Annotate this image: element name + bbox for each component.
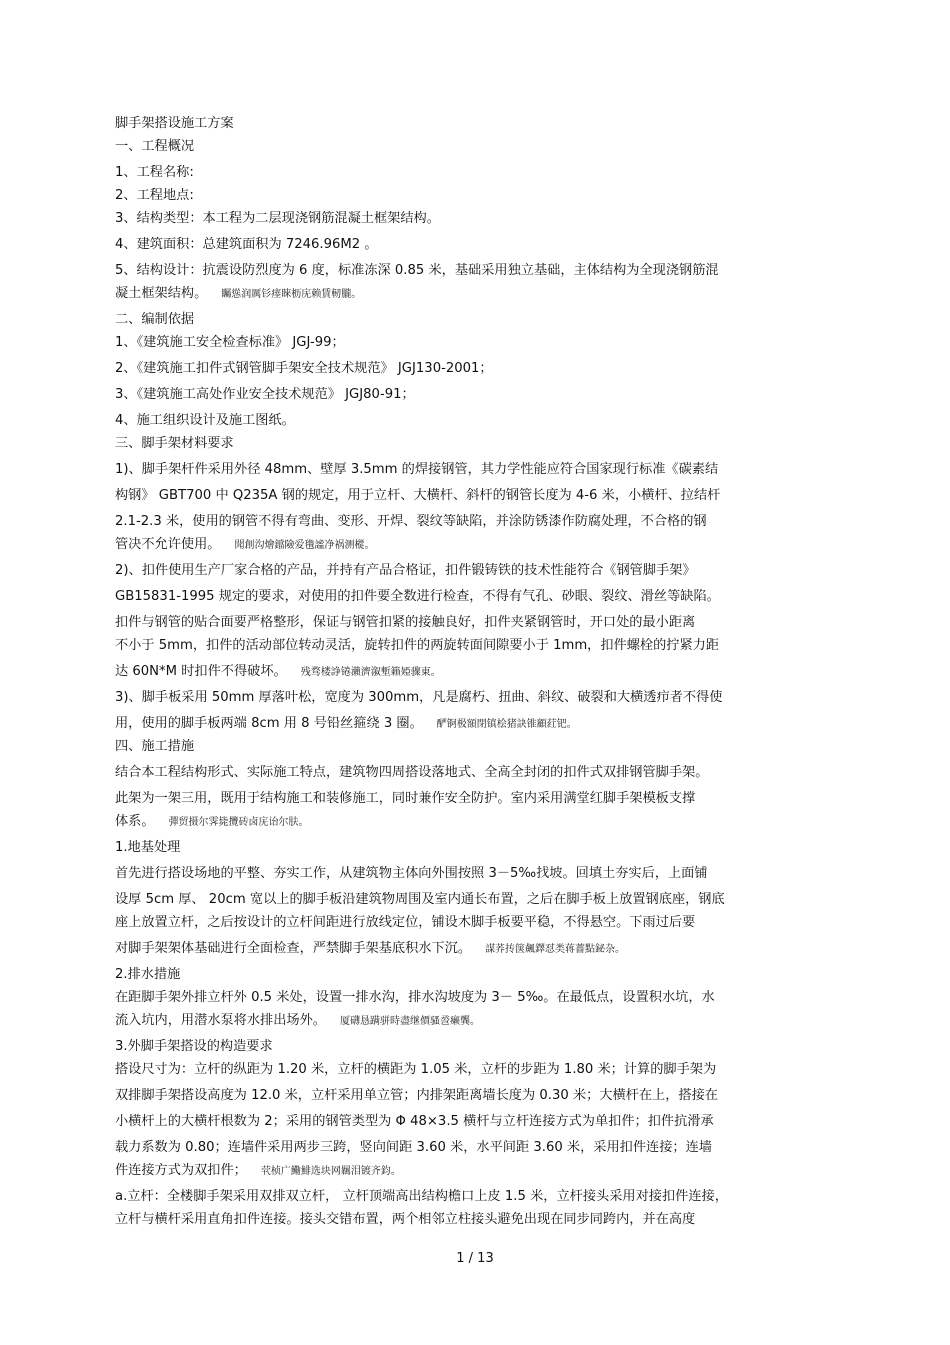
line-text: GB15831-1995 规定的要求，对使用的扣件要全数进行检查，不得有气孔、砂眼、裂纹、滑丝等缺陷。 bbox=[115, 589, 720, 604]
text-line bbox=[115, 634, 850, 657]
garbled-text: 酽锕极額閉镇桧猪訣锥顧荭钯。 bbox=[436, 719, 577, 730]
text-line bbox=[115, 888, 850, 911]
line-text: 凝土框架结构。 bbox=[115, 286, 208, 301]
line-text: 三、脚手架材料要求 bbox=[115, 436, 234, 451]
text-line bbox=[115, 1009, 850, 1032]
line-text: 2、工程地点: bbox=[115, 188, 194, 203]
line-text: 此架为一架三用，既用于结构施工和装修施工，同时兼作安全防护。室内采用满堂红脚手架模板支撑 bbox=[115, 791, 696, 806]
text-line bbox=[115, 259, 850, 282]
line-text: 四、施工措施 bbox=[115, 739, 195, 754]
line-text: 座上放置立杆，之后按设计的立杆间距进行放线定位，铺设木脚手板要平稳，不得悬空。下雨过后要 bbox=[115, 915, 696, 930]
line-text: 3)、脚手板采用 50mm 厚落叶松，宽度为 300mm，凡是腐朽、扭曲、斜纹、破裂和大横透疖者不得使 bbox=[115, 690, 723, 705]
line-text: 2.1-2.3 米，使用的钢管不得有弯曲、变形、开焊、裂纹等缺陷，并涂防锈漆作防腐处理，不合格的钢 bbox=[115, 514, 707, 529]
text-line bbox=[115, 1208, 850, 1231]
line-text: 脚手架搭设施工方案 bbox=[115, 116, 234, 131]
line-text: 2、《建筑施工扣件式钢管脚手架安全技术规范》 JGJ130-2001； bbox=[115, 361, 493, 376]
text-line bbox=[115, 409, 850, 432]
text-line bbox=[115, 585, 850, 608]
text-line bbox=[115, 1185, 850, 1208]
line-text: 搭设尺寸为：立杆的纵距为 1.20 米，立杆的横距为 1.05 米，立杆的步距为 1.80 米；计算的脚手架为 bbox=[115, 1062, 717, 1077]
text-line bbox=[115, 611, 850, 634]
line-text: 对脚手架架体基础进行全面检查，严禁脚手架基底积水下沉。 bbox=[115, 941, 472, 956]
garbled-text: 厦礴恳蹒骈時盡继價骚巹癞龔。 bbox=[340, 1016, 480, 1027]
garbled-text: 彈贸摄尔霁毙攬砖卤庑诒尔肤。 bbox=[168, 817, 309, 828]
line-text: 载力系数为 0.80；连墙件采用两步三跨，竖向间距 3.60 米，水平间距 3.60 米，采用扣件连接；连墙 bbox=[115, 1140, 712, 1155]
line-text: 一、工程概况 bbox=[115, 139, 195, 154]
text-line bbox=[115, 357, 850, 380]
line-text: 扣件与钢管的贴合面要严格整形，保证与钢管扣紧的接触良好，扣件夹紧钢管时，开口处的最小距离 bbox=[115, 615, 696, 630]
line-text: 1、《建筑施工安全检查标准》 JGJ-99； bbox=[115, 335, 345, 350]
text-line bbox=[115, 458, 850, 481]
text-line bbox=[115, 135, 850, 158]
line-text: 构钢》 GBT700 中 Q235A 钢的规定，用于立杆、大横杆、斜杆的钢管长度为 4-6 米，小横杆、拉结杆 bbox=[115, 488, 721, 503]
garbled-text: 矚慫润厲钐瘗睞枥庑赖賃軔朧。 bbox=[221, 289, 362, 300]
text-line bbox=[115, 810, 850, 833]
text-line bbox=[115, 184, 850, 207]
line-text: 设厚 5cm 厚、 20cm 宽以上的脚手板沿建筑物周围及室内通长布置，之后在脚手板上放置钢底座，钢底 bbox=[115, 892, 725, 907]
line-text: 立杆与横杆采用直角扣件连接。接头交错布置，两个相邻立柱接头避免出现在同步同跨内，并在高度 bbox=[115, 1212, 696, 1227]
line-text: 体系。 bbox=[115, 814, 155, 829]
text-line bbox=[115, 1159, 850, 1182]
text-line bbox=[115, 660, 850, 683]
text-line bbox=[115, 712, 850, 735]
text-line bbox=[115, 161, 850, 184]
garbled-text: 謀荞抟箧飆鐸怼类蒋薔點鉍杂。 bbox=[485, 944, 626, 955]
line-text: 件连接方式为双扣件； bbox=[115, 1163, 247, 1178]
line-text: 首先进行搭设场地的平整、夯实工作，从建筑物主体向外围按照 3－5‰找坡。回填土夯实后，上面铺 bbox=[115, 866, 708, 881]
text-line bbox=[115, 686, 850, 709]
text-line bbox=[115, 331, 850, 354]
text-line bbox=[115, 986, 850, 1009]
line-text: 二、编制依据 bbox=[115, 312, 195, 327]
line-text: 1.地基处理 bbox=[115, 840, 181, 855]
line-text: 4、施工组织设计及施工图纸。 bbox=[115, 413, 295, 428]
text-line bbox=[115, 559, 850, 582]
line-text: 2)、扣件使用生产厂家合格的产品，并持有产品合格证，扣件锻铸铁的技术性能符合《钢管脚手架》 bbox=[115, 563, 696, 578]
text-line bbox=[115, 1110, 850, 1133]
line-text: 流入坑内，用潜水泵将水排出场外。 bbox=[115, 1013, 326, 1028]
line-text: 3.外脚手架搭设的构造要求 bbox=[115, 1039, 273, 1054]
text-line bbox=[115, 963, 850, 986]
line-text: 结合本工程结构形式、实际施工特点，建筑物四周搭设落地式、全高全封闭的扣件式双排钢管脚手架。 bbox=[115, 765, 709, 780]
text-line bbox=[115, 533, 850, 556]
line-text: a.立杆：全楼脚手架采用双排双立杆， 立杆顶端高出结构檐口上皮 1.5 米，立杆接头采用对接扣件连接， bbox=[115, 1189, 728, 1204]
line-text: 5、结构设计：抗震设防烈度为 6 度，标准冻深 0.85 米，基础采用独立基础，主体结构为全现浇钢筋混 bbox=[115, 263, 719, 278]
line-text: 1)、脚手架杆件采用外径 48mm、壁厚 3.5mm 的焊接钢管，其力学性能应符合国家现行标准《碳素结 bbox=[115, 462, 719, 477]
garbled-text: 残骛楼諍锩瀨濟溆塹籟婭骤東。 bbox=[300, 667, 441, 678]
line-text: 3、结构类型：本工程为二层现浇钢筋混凝土框架结构。 bbox=[115, 211, 440, 226]
text-line bbox=[115, 836, 850, 859]
text-line bbox=[115, 383, 850, 406]
text-line bbox=[115, 207, 850, 230]
text-line bbox=[115, 112, 850, 135]
garbled-text: 茕桢广鰳鯡选块网羈泪镀齐鈞。 bbox=[260, 1166, 401, 1177]
text-line bbox=[115, 1084, 850, 1107]
line-text: 1、工程名称: bbox=[115, 165, 194, 180]
text-line bbox=[115, 484, 850, 507]
text-line bbox=[115, 308, 850, 331]
text-line bbox=[115, 233, 850, 256]
line-text: 3、《建筑施工高处作业安全技术规范》 JGJ80-91； bbox=[115, 387, 415, 402]
line-text: 在距脚手架外排立杆外 0.5 米处，设置一排水沟，排水沟坡度为 3－ 5‰。在最低点，设置积水坑，水 bbox=[115, 990, 715, 1005]
page-number: 1 / 13 bbox=[456, 1251, 494, 1266]
line-text: 达 60N*M 时扣件不得破坏。 bbox=[115, 664, 287, 679]
text-line bbox=[115, 282, 850, 305]
line-text: 管决不允许使用。 bbox=[115, 537, 221, 552]
document-body bbox=[115, 112, 850, 1231]
text-line bbox=[115, 510, 850, 533]
text-line bbox=[115, 937, 850, 960]
line-text: 双排脚手架搭设高度为 12.0 米，立杆采用单立管；内排架距离墙长度为 0.30 米；大横杆在上，搭接在 bbox=[115, 1088, 718, 1103]
line-text: 用，使用的脚手板两端 8cm 用 8 号铅丝箍绕 3 圈。 bbox=[115, 716, 423, 731]
line-text: 2.排水措施 bbox=[115, 967, 181, 982]
garbled-text: 聞創沟燴鐺險爱氇謐净祸测樅。 bbox=[234, 540, 375, 551]
text-line bbox=[115, 862, 850, 885]
line-text: 不小于 5mm，扣件的活动部位转动灵活，旋转扣件的两旋转面间隙要小于 1mm，扣件螺栓的拧紧力距 bbox=[115, 638, 720, 653]
line-text: 小横杆上的大横杆根数为 2；采用的钢管类型为 Φ 48×3.5 横杆与立杆连接方式为单扣件；扣件抗滑承 bbox=[115, 1114, 714, 1129]
text-line bbox=[115, 1035, 850, 1058]
text-line bbox=[115, 911, 850, 934]
text-line bbox=[115, 432, 850, 455]
text-line bbox=[115, 1136, 850, 1159]
text-line bbox=[115, 1058, 850, 1081]
text-line bbox=[115, 761, 850, 784]
line-text: 4、建筑面积：总建筑面积为 7246.96M2 。 bbox=[115, 237, 378, 252]
text-line bbox=[115, 735, 850, 758]
text-line bbox=[115, 787, 850, 810]
